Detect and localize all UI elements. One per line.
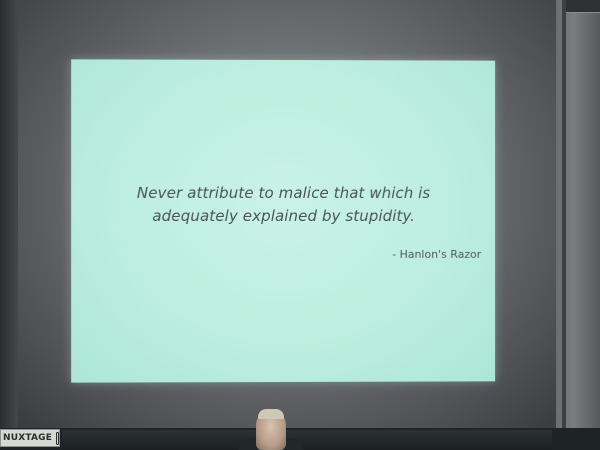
logo-icon [56,432,59,445]
quote-line-1: Never attribute to malice that which is [136,183,431,203]
quote-line-2: adequately explained by stupidity. [152,206,416,226]
stage-desk [62,430,552,450]
projected-slide [71,59,495,382]
ceiling-fixture [566,0,600,13]
podium-sign [0,429,60,447]
quote-attribution: - Hanlon's Razor [392,247,482,261]
slide-quote [71,182,495,228]
speaker-hair [258,409,284,419]
wall-edge [562,0,566,450]
podium-sign-text: NUXTAGE [3,433,53,443]
left-wall [0,0,18,430]
